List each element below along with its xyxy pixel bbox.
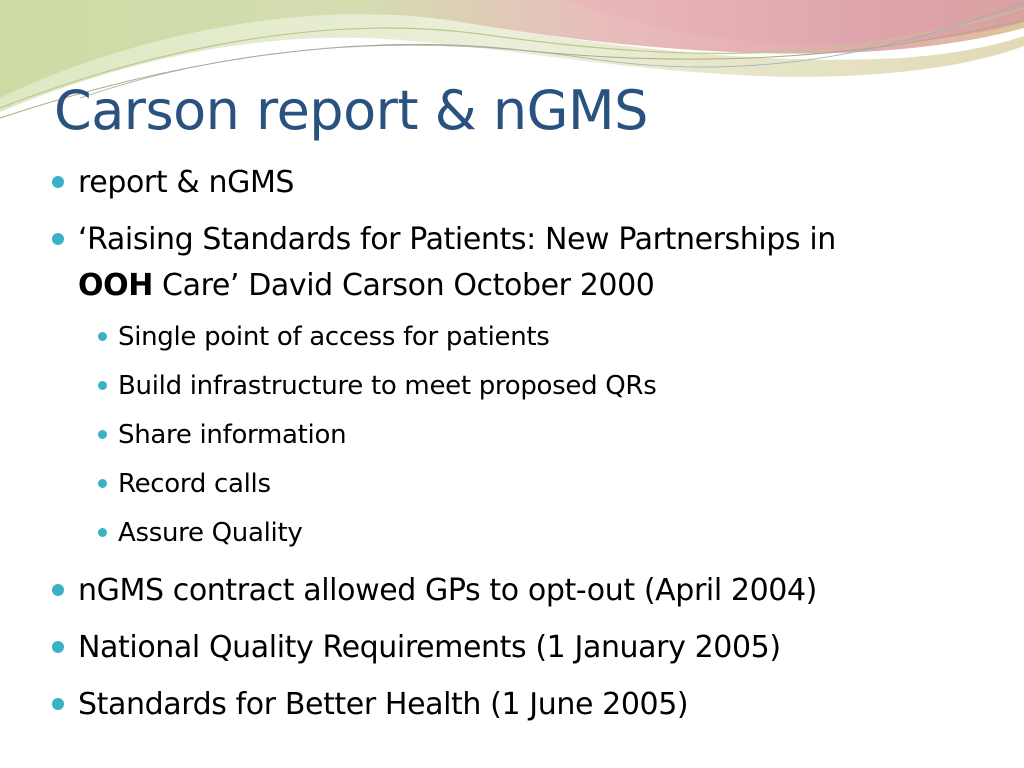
sub-bullet-infrastructure bbox=[50, 362, 990, 411]
sub-bullet-icon bbox=[98, 528, 107, 537]
bullet-text-line1: ‘Raising Standards for Patients: New Partnerships in bbox=[78, 222, 836, 257]
bullet-national-quality bbox=[50, 625, 990, 671]
sub-bullet-share-information bbox=[50, 411, 990, 460]
bullet-list bbox=[50, 160, 990, 728]
sub-bullet-icon bbox=[98, 430, 107, 439]
sub-bullet-text: Single point of access for patients bbox=[118, 322, 550, 352]
bullet-ngms-contract bbox=[50, 568, 990, 614]
bullet-text: Standards for Better Health (1 June 2005) bbox=[78, 687, 689, 722]
sub-bullet-icon bbox=[98, 381, 107, 390]
sub-bullet-text: Record calls bbox=[118, 469, 271, 499]
bullet-icon bbox=[52, 698, 64, 710]
bullet-text: National Quality Requirements (1 January 2005) bbox=[78, 630, 781, 665]
sub-bullet-single-point bbox=[50, 313, 990, 362]
bullet-text: report & nGMS bbox=[78, 165, 295, 200]
sub-bullet-text: Share information bbox=[118, 420, 347, 450]
bullet-icon bbox=[52, 233, 64, 245]
sub-bullet-record-calls bbox=[50, 460, 990, 509]
bullet-icon bbox=[52, 176, 64, 188]
bullet-text-bold: OOH bbox=[78, 268, 153, 303]
sub-bullet-icon bbox=[98, 332, 107, 341]
bullet-icon bbox=[52, 641, 64, 653]
sub-bullet-assure-quality bbox=[50, 509, 990, 558]
sub-bullet-text: Assure Quality bbox=[118, 518, 303, 548]
slide-title: Carson report & nGMS bbox=[54, 79, 648, 142]
bullet-text-rest: Care’ David Carson October 2000 bbox=[152, 268, 655, 303]
bullet-text: nGMS contract allowed GPs to opt-out (April 2004) bbox=[78, 573, 817, 608]
sub-bullet-icon bbox=[98, 479, 107, 488]
bullet-report-ngms bbox=[50, 160, 990, 206]
bullet-icon bbox=[52, 584, 64, 596]
bullet-raising-standards bbox=[50, 217, 990, 309]
sub-bullet-text: Build infrastructure to meet proposed QRs bbox=[118, 371, 657, 401]
bullet-standards-better-health bbox=[50, 682, 990, 728]
